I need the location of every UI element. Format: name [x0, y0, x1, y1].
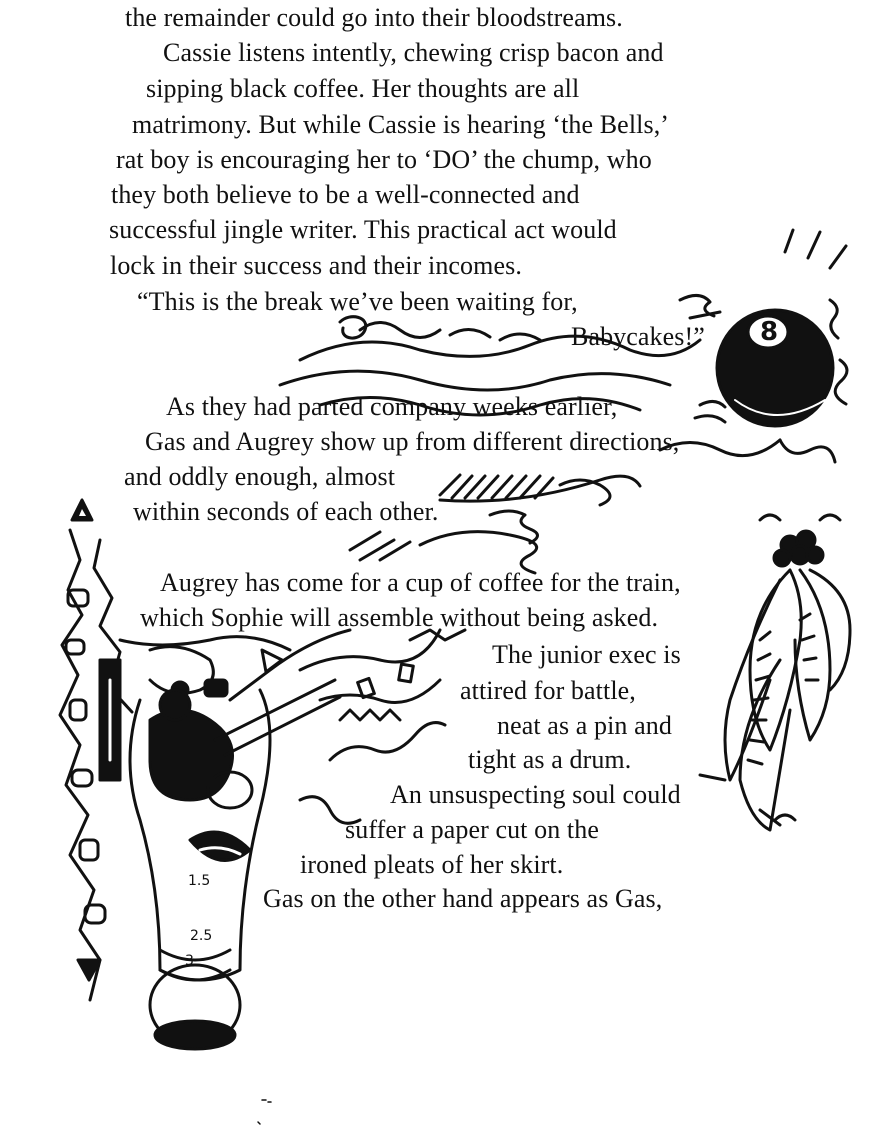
text-line-12: Gas and Augrey show up from different directions,	[145, 427, 680, 456]
text-line-5: rat boy is encouraging her to ‘DO’ the chump, who	[116, 145, 652, 174]
text-line-19: neat as a pin and	[497, 711, 672, 740]
text-line-24: Gas on the other hand appears as Gas,	[263, 884, 663, 913]
text-line-2: Cassie listens intently, chewing crisp bacon and	[163, 38, 664, 67]
text-line-1: the remainder could go into their bloodstreams.	[125, 3, 623, 32]
feather-cluster	[700, 515, 850, 830]
text-line-8: lock in their success and their incomes.	[110, 251, 522, 280]
column-number-1: 1.5	[188, 873, 211, 889]
text-line-18: attired for battle,	[460, 676, 636, 705]
text-line-11: As they had parted company weeks earlier,	[166, 392, 618, 421]
text-line-3: sipping black coffee. Her thoughts are all	[146, 74, 580, 103]
text-line-10: Babycakes!”	[571, 322, 705, 351]
eight-ball-icon	[717, 230, 847, 462]
text-line-4: matrimony. But while Cassie is hearing ‘the Bells,’	[132, 110, 670, 139]
text-line-13: and oddly enough, almost	[124, 462, 396, 491]
text-line-14: within seconds of each other.	[133, 497, 439, 526]
eight-ball-number: 8	[760, 317, 779, 347]
text-line-15: Augrey has come for a cup of coffee for the train,	[160, 568, 681, 597]
text-line-21: An unsuspecting soul could	[390, 780, 681, 809]
column-number-2: 2.5	[190, 928, 213, 944]
text-line-9: “This is the break we’ve been waiting for,	[137, 287, 578, 316]
text-line-23: ironed pleats of her skirt.	[300, 850, 564, 879]
text-line-6: they both believe to be a well-connected and	[111, 180, 580, 209]
face-sculpture	[130, 630, 350, 1049]
text-line-17: The junior exec is	[492, 640, 681, 669]
text-line-22: suffer a paper cut on the	[345, 815, 599, 844]
text-line-20: tight as a drum.	[468, 745, 632, 774]
column-number-3: 3	[185, 953, 194, 969]
text-line-7: successful jingle writer. This practical act would	[109, 215, 617, 244]
text-line-16: which Sophie will assemble without being asked.	[140, 603, 659, 632]
